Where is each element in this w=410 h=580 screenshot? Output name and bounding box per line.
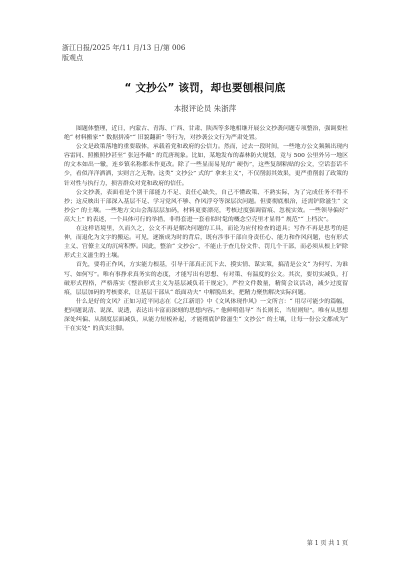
article-byline: 本报评论员 朱浙萍 xyxy=(173,104,237,113)
publication-meta xyxy=(62,43,185,63)
paragraph: 图题体整理，近日，内蒙古、青海、广西、甘肃、陕西等多地相继开展公文抄袭问题专项整治，强调要杜绝“ 材料搬家”“ 数据拼凑”“ 旧貌翻新” 等行为，对抄袭公文行为严肃处置。 xyxy=(64,126,348,142)
paragraph: 什么是好的文风？正如习近平同志在《之江新语》中《文风体现作风》一文所言：“ 用尽可能少的篇幅，把问题说清、说深、说透，表达出丰富而深刻的思想内容。” 他鲜明倡导“ 当长则长，当短则短”。唯有从思想深处纠偏、从制度层面减负，从能力短板补起，才能彻底铲除滋生“ 文抄公” 的土壤，让每一份公文都成为“ 干在实处” 的真实注脚。 xyxy=(64,298,348,333)
paragraph: 公文是政策落地的重要载体，承载着党和政府的公信力。然而，过去一段时间，一些地方公文频频出现内容雷同、照搬照抄甚至“ 张冠李戴” 的荒唐现象。比如，某地发布的森林防火规划，竟与 500 公里外另一地区的文本如出一辙，连乡镇名称都未作更改。除了一些显而易见的“ 硬伤”，这些复制粘贴的公文，空话套话不少，看似洋洋洒洒，实则言之无物。这类“ 文抄公” 式的“ 拿来主义”，不仅削弱其效果，更严重削弱了政策的针对性与执行力，损害群众对党和政府的信任。 xyxy=(64,144,348,187)
paragraph: 在这样语境里，久而久之，公文不再是解决问题的工具，而论为应付检查的道具；写作不再是思考的延伸，而退化为文字的搬运。可见，逐渐成为时的背后，既有涉事干部自身责任心、能力和作风问题，也有形式主义、官僚主义的沉疴积弊。因此，整治“ 文抄公”，不能止于查几份文件、罚几个干部，而必须从根上铲除形式主义滋生的土壤。 xyxy=(64,226,348,260)
section-label: 版观点 xyxy=(62,54,83,62)
source-line: 浙江日报/2025 年/11 月/13 日/第 006 xyxy=(62,44,186,52)
page-number: 第 1 页 共 1 页 xyxy=(306,540,348,547)
paragraph: 首先，要将正作风，方实能力根基，引导干部真正沉下去、摸实情、谋实策，搞清是公文“ 为何写、为谁写、如何写”。唯有事挣求真务实的态度，才能写出有思想、有对策、有温度的公文。其次，要切实减负，打破形式程格，严格落实《整治形式主义为基层减负若干规定》，严控文件数量，精简会议活动，减少过度留痕，层层加码的考核要求，让基层干部从“ 纸面功夫” 中解脱出来，把精力聚焦解决实际问题。 xyxy=(64,262,348,296)
article-body xyxy=(64,125,348,334)
article-title: “ 文抄公” 该罚，却也要刨根问底 xyxy=(124,82,286,94)
paragraph: 公文抄袭，表面看是个别干部能力不足、责任心缺失，自己不懂政策、不熟实际，为了完成任务不得不抄；这反映出干部深入基层不足、学习党风不够、作风浮夸等深层次问题。但要彻底根治，还需铲除滋生“ 文抄公” 的土壤。一些地方文山会海层层加码，材料更要漂亮，考核过度强调留痕、忽视实效。一些领导偏好“ 高大上” 的表述，一个具体可行的举措，非得套进一套看似时髦的概念空壳里才显得“ 规范”“ 上档次”。 xyxy=(64,189,348,223)
